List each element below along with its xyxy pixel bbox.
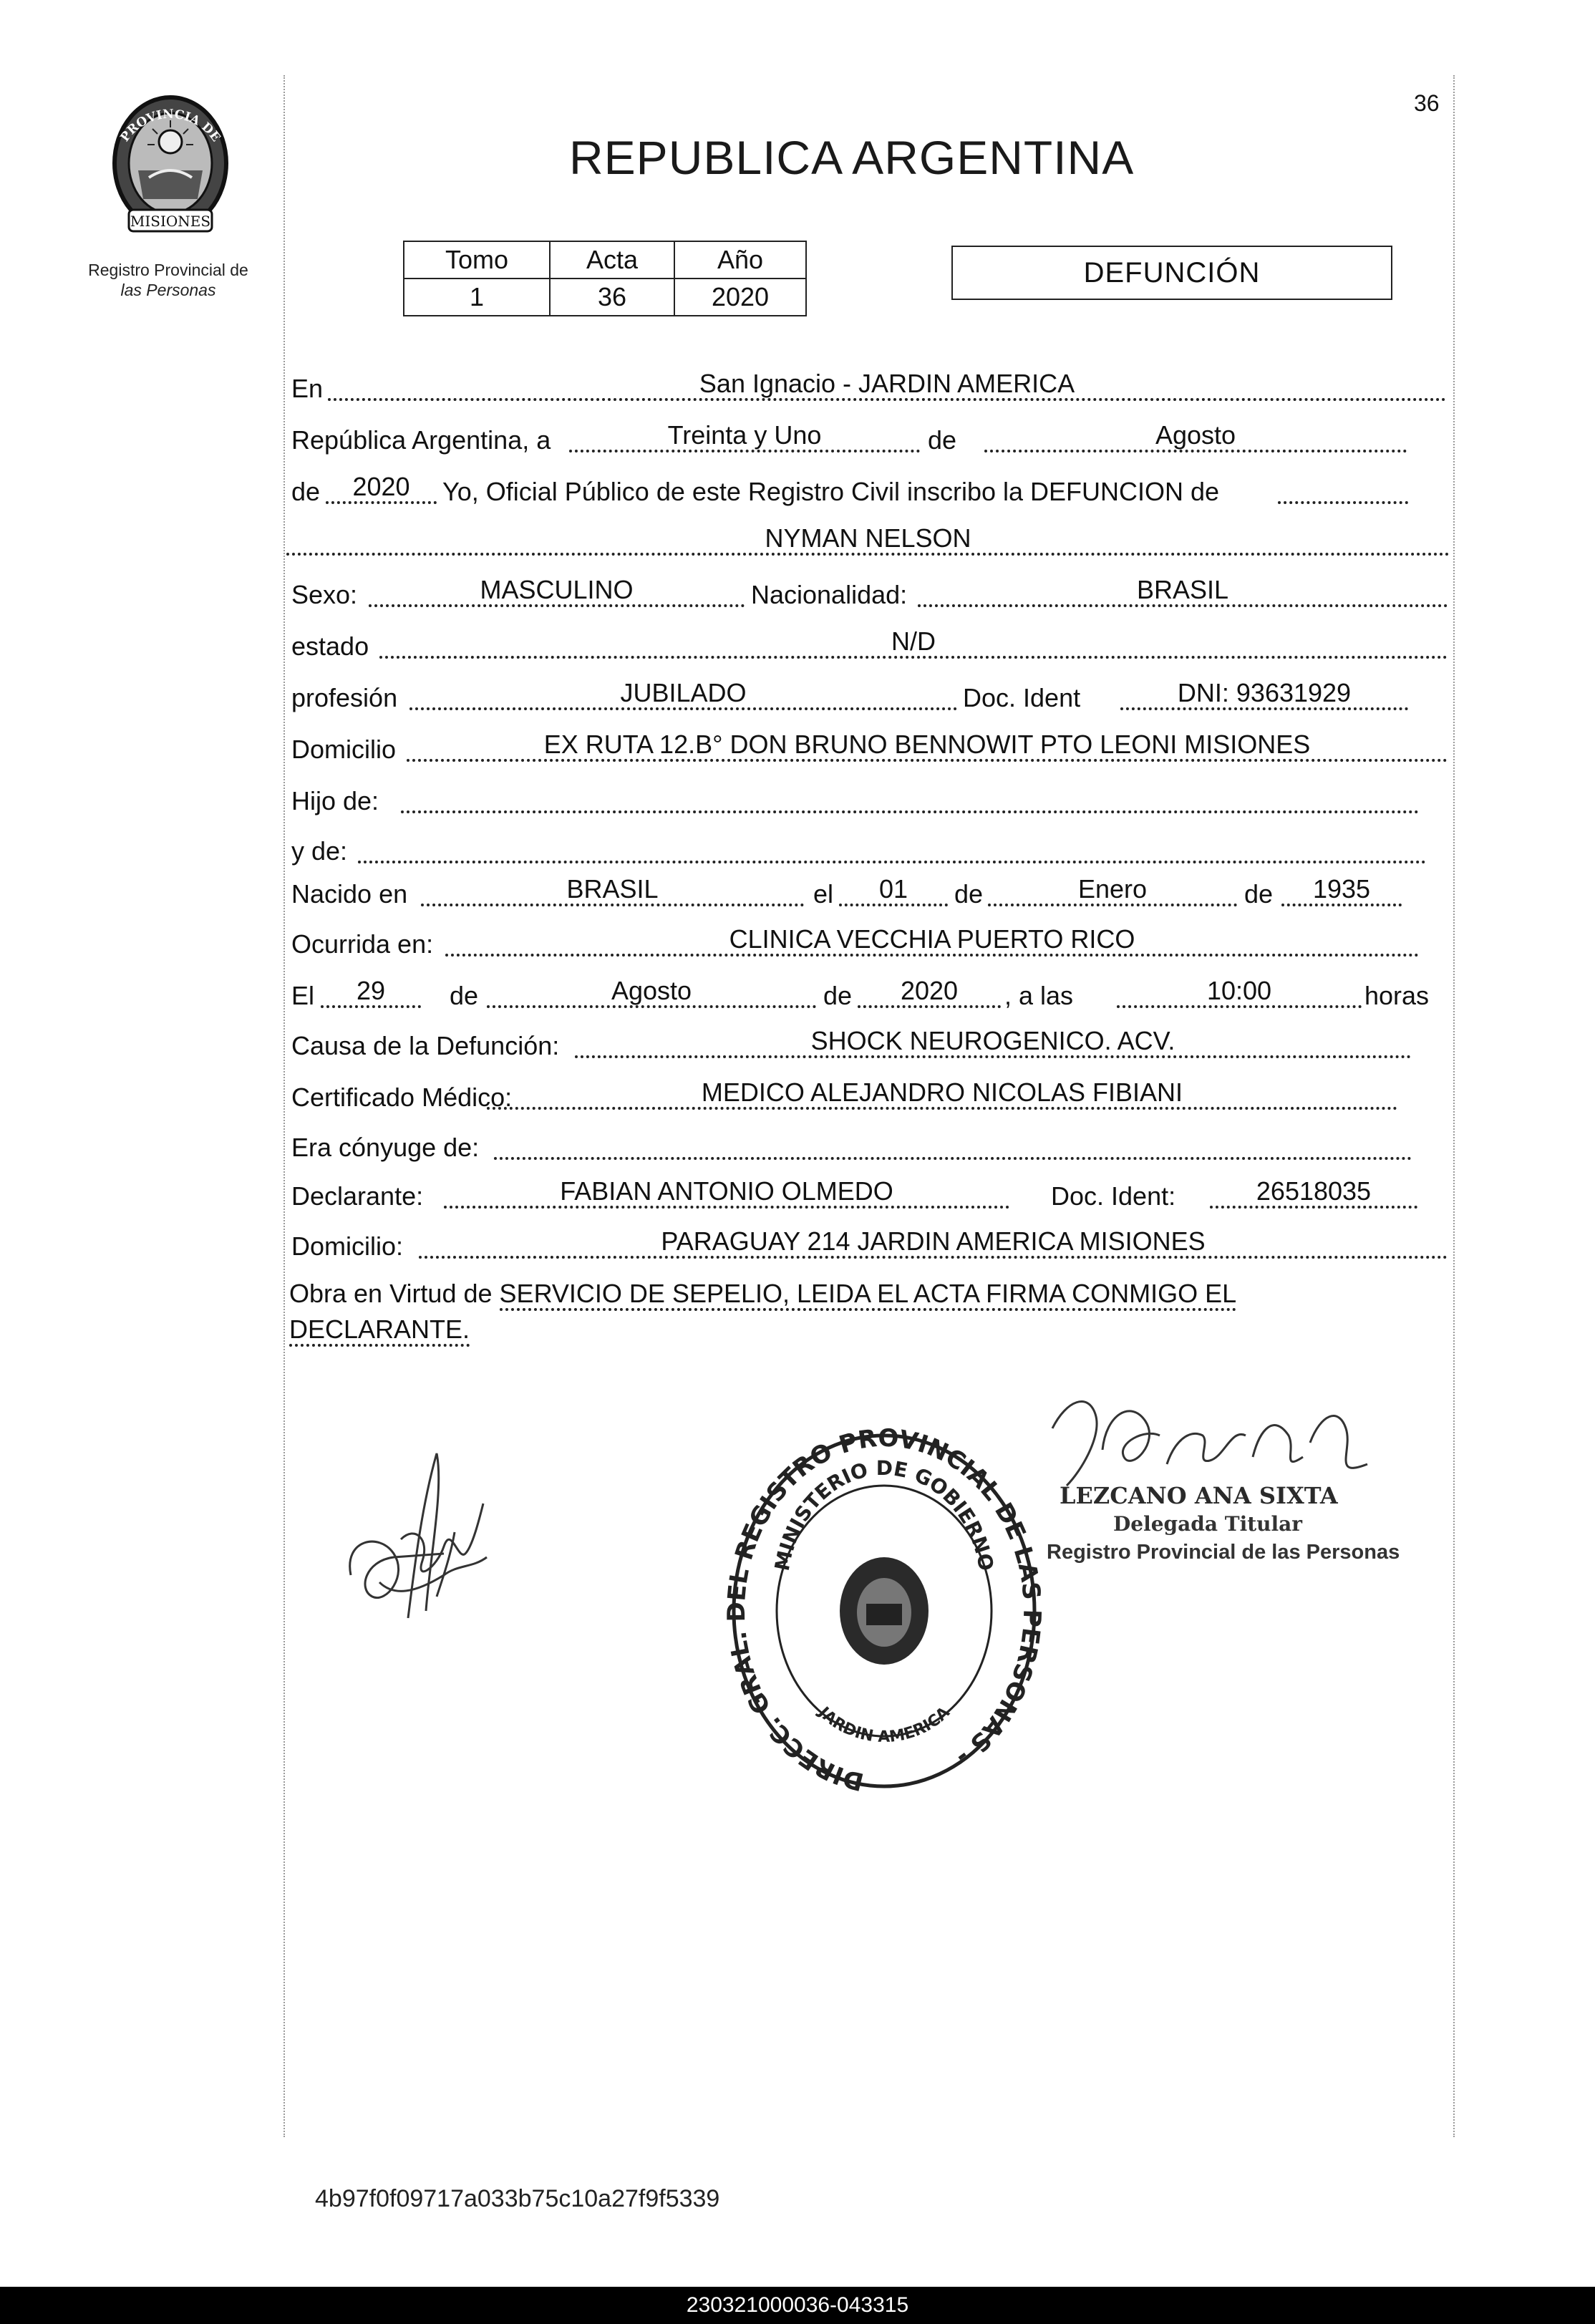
- field-lugar: San Ignacio - JARDIN AMERICA: [328, 369, 1446, 401]
- delegada-title: Delegada Titular: [1113, 1512, 1303, 1536]
- coat-of-arms-icon: [840, 1557, 929, 1665]
- delegada-name: LEZCANO ANA SIXTA: [1060, 1482, 1338, 1509]
- label-doc-ident: Doc. Ident: [963, 683, 1081, 712]
- label-ocurrida-en: Ocurrida en:: [291, 929, 434, 959]
- field-mes: Agosto: [984, 421, 1407, 452]
- label-hijo-de: Hijo de:: [291, 786, 379, 815]
- label-nacionalidad: Nacionalidad:: [751, 580, 908, 609]
- page-number: 36: [1414, 90, 1440, 116]
- field-profesion: JUBILADO: [409, 679, 957, 710]
- record-value-anio: 2020: [674, 279, 806, 316]
- barcode-bar: 230321000036-043315: [0, 2287, 1595, 2324]
- stamp-bottom-text: JARDIN AMERICA: [815, 1703, 954, 1746]
- field-certificado: MEDICO ALEJANDRO NICOLAS FIBIANI: [487, 1078, 1397, 1110]
- label-profesion: profesión: [291, 683, 398, 712]
- label-de-def-anio: de: [823, 981, 853, 1010]
- record-table: [403, 241, 807, 316]
- label-sexo: Sexo:: [291, 580, 358, 609]
- misiones-seal-icon: [99, 92, 242, 242]
- label-yo-oficial: Yo, Oficial Público de este Registro Civil inscribo la DEFUNCION de: [442, 477, 1220, 506]
- label-de-def-mes: de: [450, 981, 479, 1010]
- field-declarante-domicilio: PARAGUAY 214 JARDIN AMERICA MISIONES: [419, 1227, 1448, 1259]
- label-nacido-en: Nacido en: [291, 879, 408, 909]
- label-obra: Obra en Virtud de: [289, 1279, 493, 1308]
- seal-text-top: PROVINCIA DE: [117, 107, 223, 145]
- field-declarante-doc: 26518035: [1210, 1177, 1417, 1209]
- declarant-signature: [336, 1432, 515, 1647]
- delegada-registry: Registro Provincial de las Personas: [1047, 1541, 1400, 1564]
- registry-line1: Registro Provincial de: [88, 261, 248, 279]
- field-nac-anio: 1935: [1281, 875, 1402, 906]
- field-doc-ident: DNI: 93631929: [1120, 679, 1408, 710]
- field-def-mes: Agosto: [487, 977, 816, 1008]
- record-value-acta: 36: [550, 279, 674, 316]
- label-estado: estado: [291, 631, 369, 661]
- field-obra-1: SERVICIO DE SEPELIO, LEIDA EL ACTA FIRMA CONMIGO EL: [500, 1279, 1237, 1311]
- stamp-inner-text: MINISTERIO DE GOBIERNO: [770, 1456, 999, 1573]
- field-nac-dia: 01: [839, 875, 948, 906]
- label-conyuge: Era cónyuge de:: [291, 1133, 480, 1162]
- label-de-mes: de: [928, 425, 957, 455]
- label-declarante-domicilio: Domicilio:: [291, 1231, 404, 1261]
- field-y-de: [358, 832, 1426, 863]
- label-de-nac-mes: de: [954, 879, 984, 909]
- field-hijo-de: [401, 782, 1419, 813]
- label-republica: República Argentina, a: [291, 425, 551, 455]
- label-de-nac-anio: de: [1244, 879, 1274, 909]
- registry-line2: las Personas: [120, 281, 216, 299]
- obra-en-virtud: [289, 1276, 1442, 1347]
- label-domicilio: Domicilio: [291, 735, 397, 764]
- field-ocurrida-en: CLINICA VECCHIA PUERTO RICO: [445, 925, 1419, 957]
- document-hash: 4b97f0f09717a033b75c10a27f9f5339: [315, 2185, 720, 2212]
- record-header-tomo: Tomo: [404, 241, 550, 279]
- field-causa: SHOCK NEUROGENICO. ACV.: [575, 1027, 1411, 1058]
- field-declarante: FABIAN ANTONIO OLMEDO: [444, 1177, 1009, 1209]
- field-dia: Treinta y Uno: [569, 421, 920, 452]
- field-def-dia: 29: [321, 977, 421, 1008]
- label-de-anio: de: [291, 477, 321, 506]
- field-def-hora: 10:00: [1117, 977, 1362, 1008]
- registry-caption: [64, 260, 272, 300]
- field-nombre: NYMAN NELSON: [286, 524, 1450, 556]
- field-def-anio: 2020: [858, 977, 1001, 1008]
- label-declarante-doc: Doc. Ident:: [1051, 1181, 1176, 1211]
- page-title: REPUBLICA ARGENTINA: [569, 131, 1135, 184]
- label-en: En: [291, 374, 324, 403]
- field-estado: N/D: [379, 627, 1448, 659]
- right-margin-line: [1453, 75, 1455, 2137]
- record-header-acta: Acta: [550, 241, 674, 279]
- field-nacido-en: BRASIL: [421, 875, 804, 906]
- label-el-cap: El: [291, 981, 315, 1010]
- record-header-anio: Año: [674, 241, 806, 279]
- label-y-de: y de:: [291, 836, 348, 866]
- field-obra-2: DECLARANTE.: [289, 1314, 470, 1347]
- field-nac-mes: Enero: [988, 875, 1237, 906]
- field-defuncion-blank: [1278, 473, 1408, 504]
- stamp-ring-text: DIRECC. GRAL. DEL REGISTRO PROVINCIAL DE LAS PERSONAS -: [722, 1425, 1047, 1796]
- field-nacionalidad: BRASIL: [918, 576, 1448, 607]
- label-declarante: Declarante:: [291, 1181, 424, 1211]
- field-domicilio: EX RUTA 12.B° DON BRUNO BENNOWIT PTO LEONI MISIONES: [407, 730, 1448, 762]
- left-margin-line: [283, 75, 285, 2137]
- seal-text-bottom: MISIONES: [130, 213, 211, 230]
- field-anio: 2020: [326, 473, 437, 504]
- official-stamp: [716, 1425, 1052, 1811]
- field-sexo: MASCULINO: [369, 576, 745, 607]
- label-causa: Causa de la Defunción:: [291, 1031, 560, 1060]
- record-value-tomo: 1: [404, 279, 550, 316]
- label-horas: horas: [1364, 981, 1430, 1010]
- label-el: el: [813, 879, 834, 909]
- field-conyuge: [494, 1128, 1412, 1160]
- label-certificado: Certificado Médico:: [291, 1083, 513, 1112]
- label-a-las: , a las: [1004, 981, 1074, 1010]
- svg-text:JARDIN AMERICA: [814, 1703, 954, 1746]
- record-type-box: DEFUNCIÓN: [951, 246, 1392, 300]
